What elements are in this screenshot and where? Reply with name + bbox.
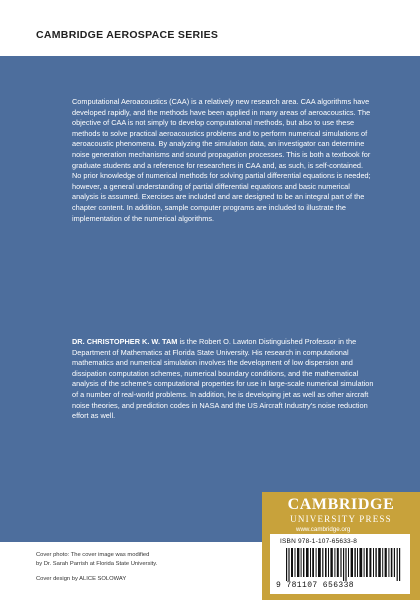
author-bio-text: is the Robert O. Lawton Distinguished Professor in the Department of Mathematics at Florida State University. His research in computational mathematics and numerical simulation involves the development of low dispersion and dissipation computation schemes, numerical boundary conditions, and the mathematical analysis of the scheme's computational properties for use in large-scale numerical simulation of a number of real-world problems. In addition, he is developing jet as well as other aircraft noise theories, and prediction codes in NASA and the US Aircraft Industry's noise reduction effort as well. [72, 337, 374, 421]
author-name: DR. CHRISTOPHER K. W. TAM [72, 337, 178, 346]
author-bio [72, 337, 374, 422]
barcode-area [270, 534, 410, 594]
publisher-press: UNIVERSITY PRESS [290, 514, 392, 524]
series-header [0, 0, 420, 56]
barcode-digits: 9 781107 656338 [276, 581, 355, 590]
publisher-url: www.cambridge.org [296, 526, 351, 533]
cover-design-credit: Cover design by ALICE SOLOWAY [36, 576, 127, 582]
cover-photo-credit-line2: by Dr. Sarah Parrish at Florida State University. [36, 561, 158, 567]
series-title: CAMBRIDGE AEROSPACE SERIES [36, 29, 219, 41]
cover-photo-credit-line1: Cover photo: The cover image was modified [36, 552, 150, 558]
book-description: Computational Aeroacoustics (CAA) is a relatively new research area. CAA algorithms have developed rapidly, and the methods have been applied in many areas of aeroacoustics. The objective of CAA is not simply to develop computational methods, but also to use these methods to solve practical aeroacoustics problems and to perform numerical simulations of aeroacoustic phenomena. By analyzing the simulation data, an investigator can determine noise generation mechanisms and sound propagation processes. This is both a textbook for graduate students and a reference for researchers in CAA and, as such, is self-contained. No prior knowledge of numerical methods for solving partial differential equations is needed; however, a general understanding of partial differential equations and basic numerical analysis is assumed. Exercises are included and are designed to be an integral part of the chapter content. In addition, sample computer programs are included to illustrate the implementation of the numerical algorithms. [72, 97, 371, 223]
publisher-name: CAMBRIDGE [287, 496, 395, 513]
barcode-icon [286, 548, 404, 581]
isbn-text: ISBN 978-1-107-65633-8 [280, 538, 358, 545]
